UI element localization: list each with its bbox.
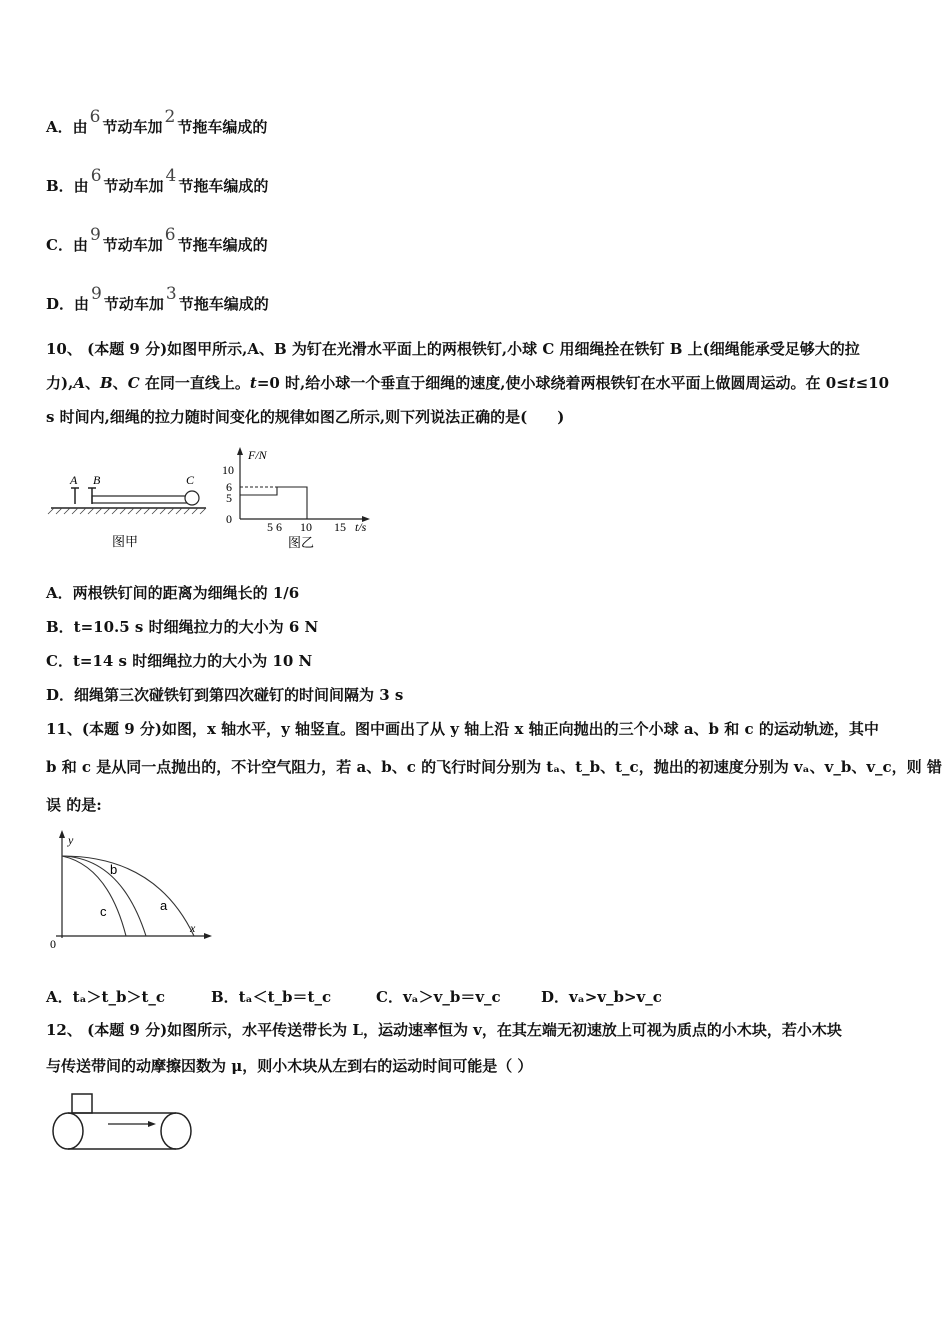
ytick-10: 10 [222,463,234,477]
q10-option-a: A．两根铁钉间的距离为细绳长的 1/6 [46,584,300,602]
q10-option-c: C．t=14 s 时细绳拉力的大小为 10 N [46,652,313,670]
q12-stem: 12、 (本题 9 分)如图所示，水平传送带长为 L，运动速率恒为 v，在其左端无初速放上可视为质点的小木块，若小木块 与传送带间的动摩擦因数为 μ，则小木块从左到右的运动时间可能是（ ） [46,1021,842,1075]
trajectory-b [62,856,146,936]
q9-option-a: A．由 6 节动车加 2 节拖车编成的 [46,107,268,136]
xtick-15: 15 [334,520,346,534]
q11-option-c: C．vₐ＞v_b＝v_c [376,988,501,1006]
curve-label-b: b [110,862,118,877]
wood-block [72,1094,92,1113]
label-c: C [186,473,195,487]
q10-option-b: B．t=10.5 s 时细绳拉力的大小为 6 N [46,618,319,636]
nail-a [71,488,79,504]
q9-option-d: D．由 9 节动车加 3 节拖车编成的 [46,284,269,313]
y-axis-label: y [68,833,74,847]
figure-jia [46,468,216,558]
figure-q11 [46,826,216,954]
q11-options [46,986,662,1007]
figure-yi [216,444,386,556]
q10-option-d: D．细绳第三次碰铁钉到第四次碰钉的时间间隔为 3 s [46,686,404,704]
q10-stem: 10、 (本题 9 分)如图甲所示,A、B 为钉在光滑水平面上的两根铁钉,小球 C 用细绳拴在铁钉 B 上(细绳能承受足够大的拉 力),A、B、C 在同一直线上。t=0 时,给小球一个垂直于细绳的速度,使小球绕着两根铁钉在水平面上做圆周运动。在 0≤t≤10 s 时间内,细绳的拉力随时间变化的规律如图乙所示,则下列说法正确的是( ) [46,340,890,426]
q11-option-d: D．vₐ>v_b>v_c [541,988,662,1006]
xtick-6: 6 [276,520,282,534]
label-a: A [70,473,78,487]
x-axis-label: x [190,921,196,935]
y-axis-label: F/N [248,448,267,462]
ytick-5: 5 [226,491,232,505]
q11-option-b: B．tₐ＜t_b＝t_c [211,988,332,1006]
ytick-6: 6 [226,480,232,494]
curve-label-c: c [100,904,107,919]
q9-option-c: C．由 9 节动车加 6 节拖车编成的 [46,225,268,254]
figure-conveyor [48,1090,198,1156]
q9-option-b: B．由 6 节动车加 4 节拖车编成的 [46,166,269,195]
q11-option-a: A．tₐ＞t_b＞t_c [46,988,166,1006]
xtick-10: 10 [300,520,312,534]
origin-label: 0 [50,937,56,951]
ytick-0: 0 [226,512,232,526]
x-axis-label: t/s [355,520,367,534]
q11-stem: 11、(本题 9 分)如图，x 轴水平，y 轴竖直。图中画出了从 y 轴上沿 x 轴正向抛出的三个小球 a、b 和 c 的运动轨迹，其中 b 和 c 是从同一点抛出的，不计空气阻力，若 a、b、c 的飞行时间分别为 tₐ、t_b、t_c，抛出的初速度分别为 vₐ、v_b、v_c，则 错 误 的是: [46,720,942,814]
xtick-5: 5 [267,520,273,534]
caption-jia: 图甲 [112,535,139,550]
caption-yi: 图乙 [288,536,315,551]
curve-label-a: a [160,898,168,913]
ball-c [185,491,199,505]
label-b: B [93,473,101,487]
